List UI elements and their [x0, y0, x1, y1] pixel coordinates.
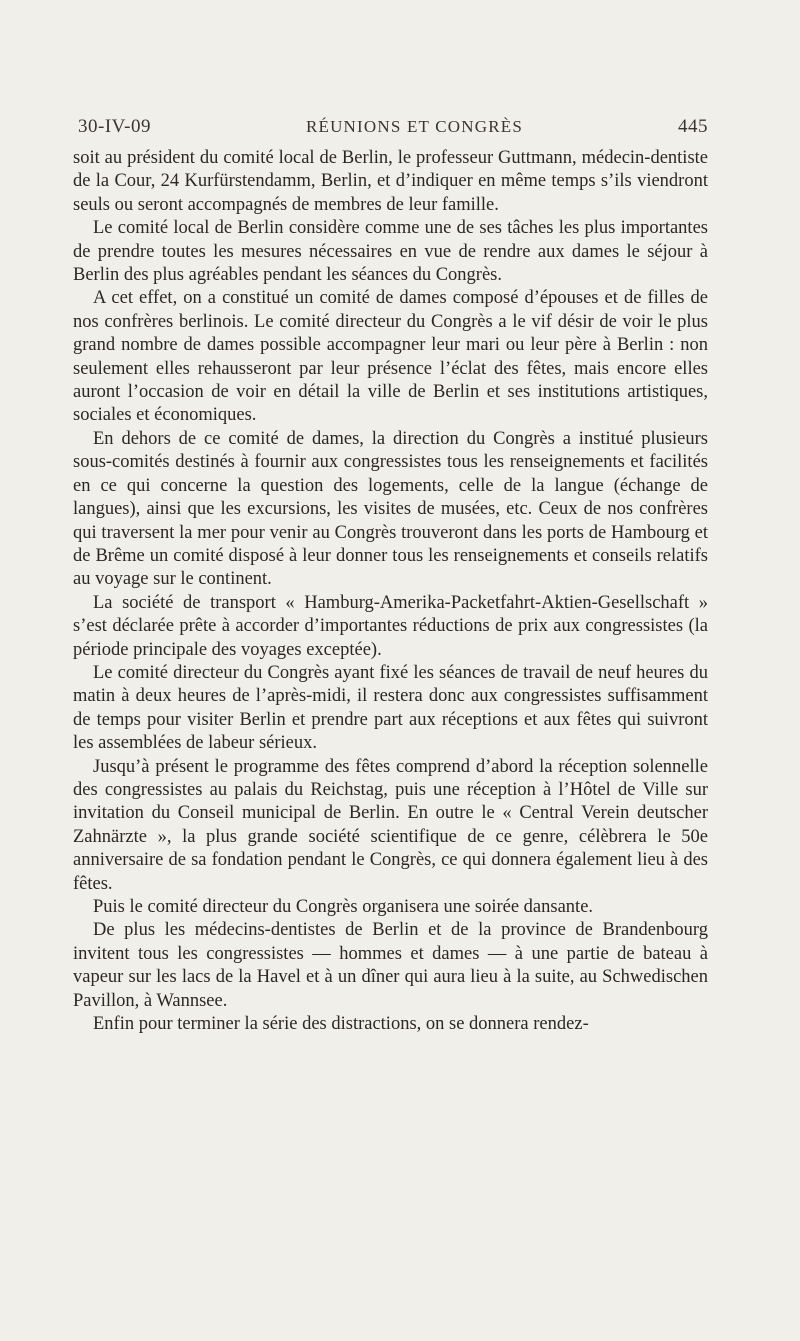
running-header — [78, 116, 708, 138]
paragraph: Enfin pour terminer la série des distractions, on se donnera rendez- — [93, 1014, 589, 1035]
paragraph: Jusqu’à présent le programme des fêtes comprend d’abord la réception solennelle des congressistes au palais du Reichstag, puis une réception à l’Hôtel de Ville sur invitation du Conseil municipal de Berlin. En outre le « Central Verein deutscher Zahnärzte », la plus grande société scientifique de ce genre, célèbrera le 50e anniversaire de sa fondation pendant le Congrès, ce qui donnera également lieu à des fêtes. — [73, 756, 708, 894]
paragraph: Le comité directeur du Congrès ayant fixé les séances de travail de neuf heures du matin à deux heures de l’après-midi, il restera donc aux congressistes suffisamment de temps pour visiter Berlin et prendre part aux réceptions et aux fêtes qui suivront les assemblées de labeur sérieux. — [73, 662, 708, 754]
header-date: 30-IV-09 — [78, 116, 151, 137]
page-number: 445 — [678, 116, 708, 137]
paragraph: Puis le comité directeur du Congrès organisera une soirée dansante. — [93, 897, 594, 917]
paragraph: A cet effet, on a constitué un comité de dames composé d’épouses et de filles de nos confrères berlinois. Le comité directeur du Congrès a le vif désir de voir le plus grand nombre de dames possible accompagner leur mari ou leur père à Berlin : non seulement elles rehausseront par leur présence l’éclat des fêtes, mais encore elles auront l’occasion de voir en détail la ville de Berlin et ses institutions artistiques, sociales et économiques. — [73, 288, 708, 426]
paragraph: soit au président du comité local de Berlin, le professeur Guttmann, médecin-dentiste de la Cour, 24 Kurfürstendamm, Berlin, et d’indiquer en même temps s’ils viendront seuls ou seront accompagnés de membres de leur famille. — [73, 148, 708, 215]
paragraph: La société de transport « Hamburg-Amerika-Packetfahrt-Aktien-Gesellschaft » s’est déclarée prête à accorder d’importantes réductions de prix aux congressistes (la période principale des voyages exceptée). — [73, 592, 708, 660]
paragraph: En dehors de ce comité de dames, la direction du Congrès a institué plusieurs sous-comités destinés à fournir aux congressistes tous les renseignements et facilités en ce qui concerne la question des logements, celle de la langue (échange de langues), ainsi que les excursions, les visites de musées, etc. Ceux de nos confrères qui traversent la mer pour venir au Congrès trouveront dans les ports de Hambourg et de Brême un comité disposé à leur donner tous les renseignements et conseils relatifs au voyage sur le continent. — [73, 428, 708, 590]
body-text — [73, 147, 708, 1036]
header-title: RÉUNIONS ET CONGRÈS — [305, 117, 524, 136]
paragraph: De plus les médecins-dentistes de Berlin et de la province de Brandenbourg invitent tous les congressistes — hommes et dames — à une partie de bateau à vapeur sur les lacs de la Havel et à un dîner qui aura lieu à la suite, au Schwedischen Pavillon, à Wannsee. — [73, 920, 708, 1011]
paragraph: Le comité local de Berlin considère comme une de ses tâches les plus importantes de prendre toutes les mesures nécessaires en vue de rendre aux dames le séjour à Berlin des plus agréables pendant les séances du Congrès. — [73, 218, 708, 286]
